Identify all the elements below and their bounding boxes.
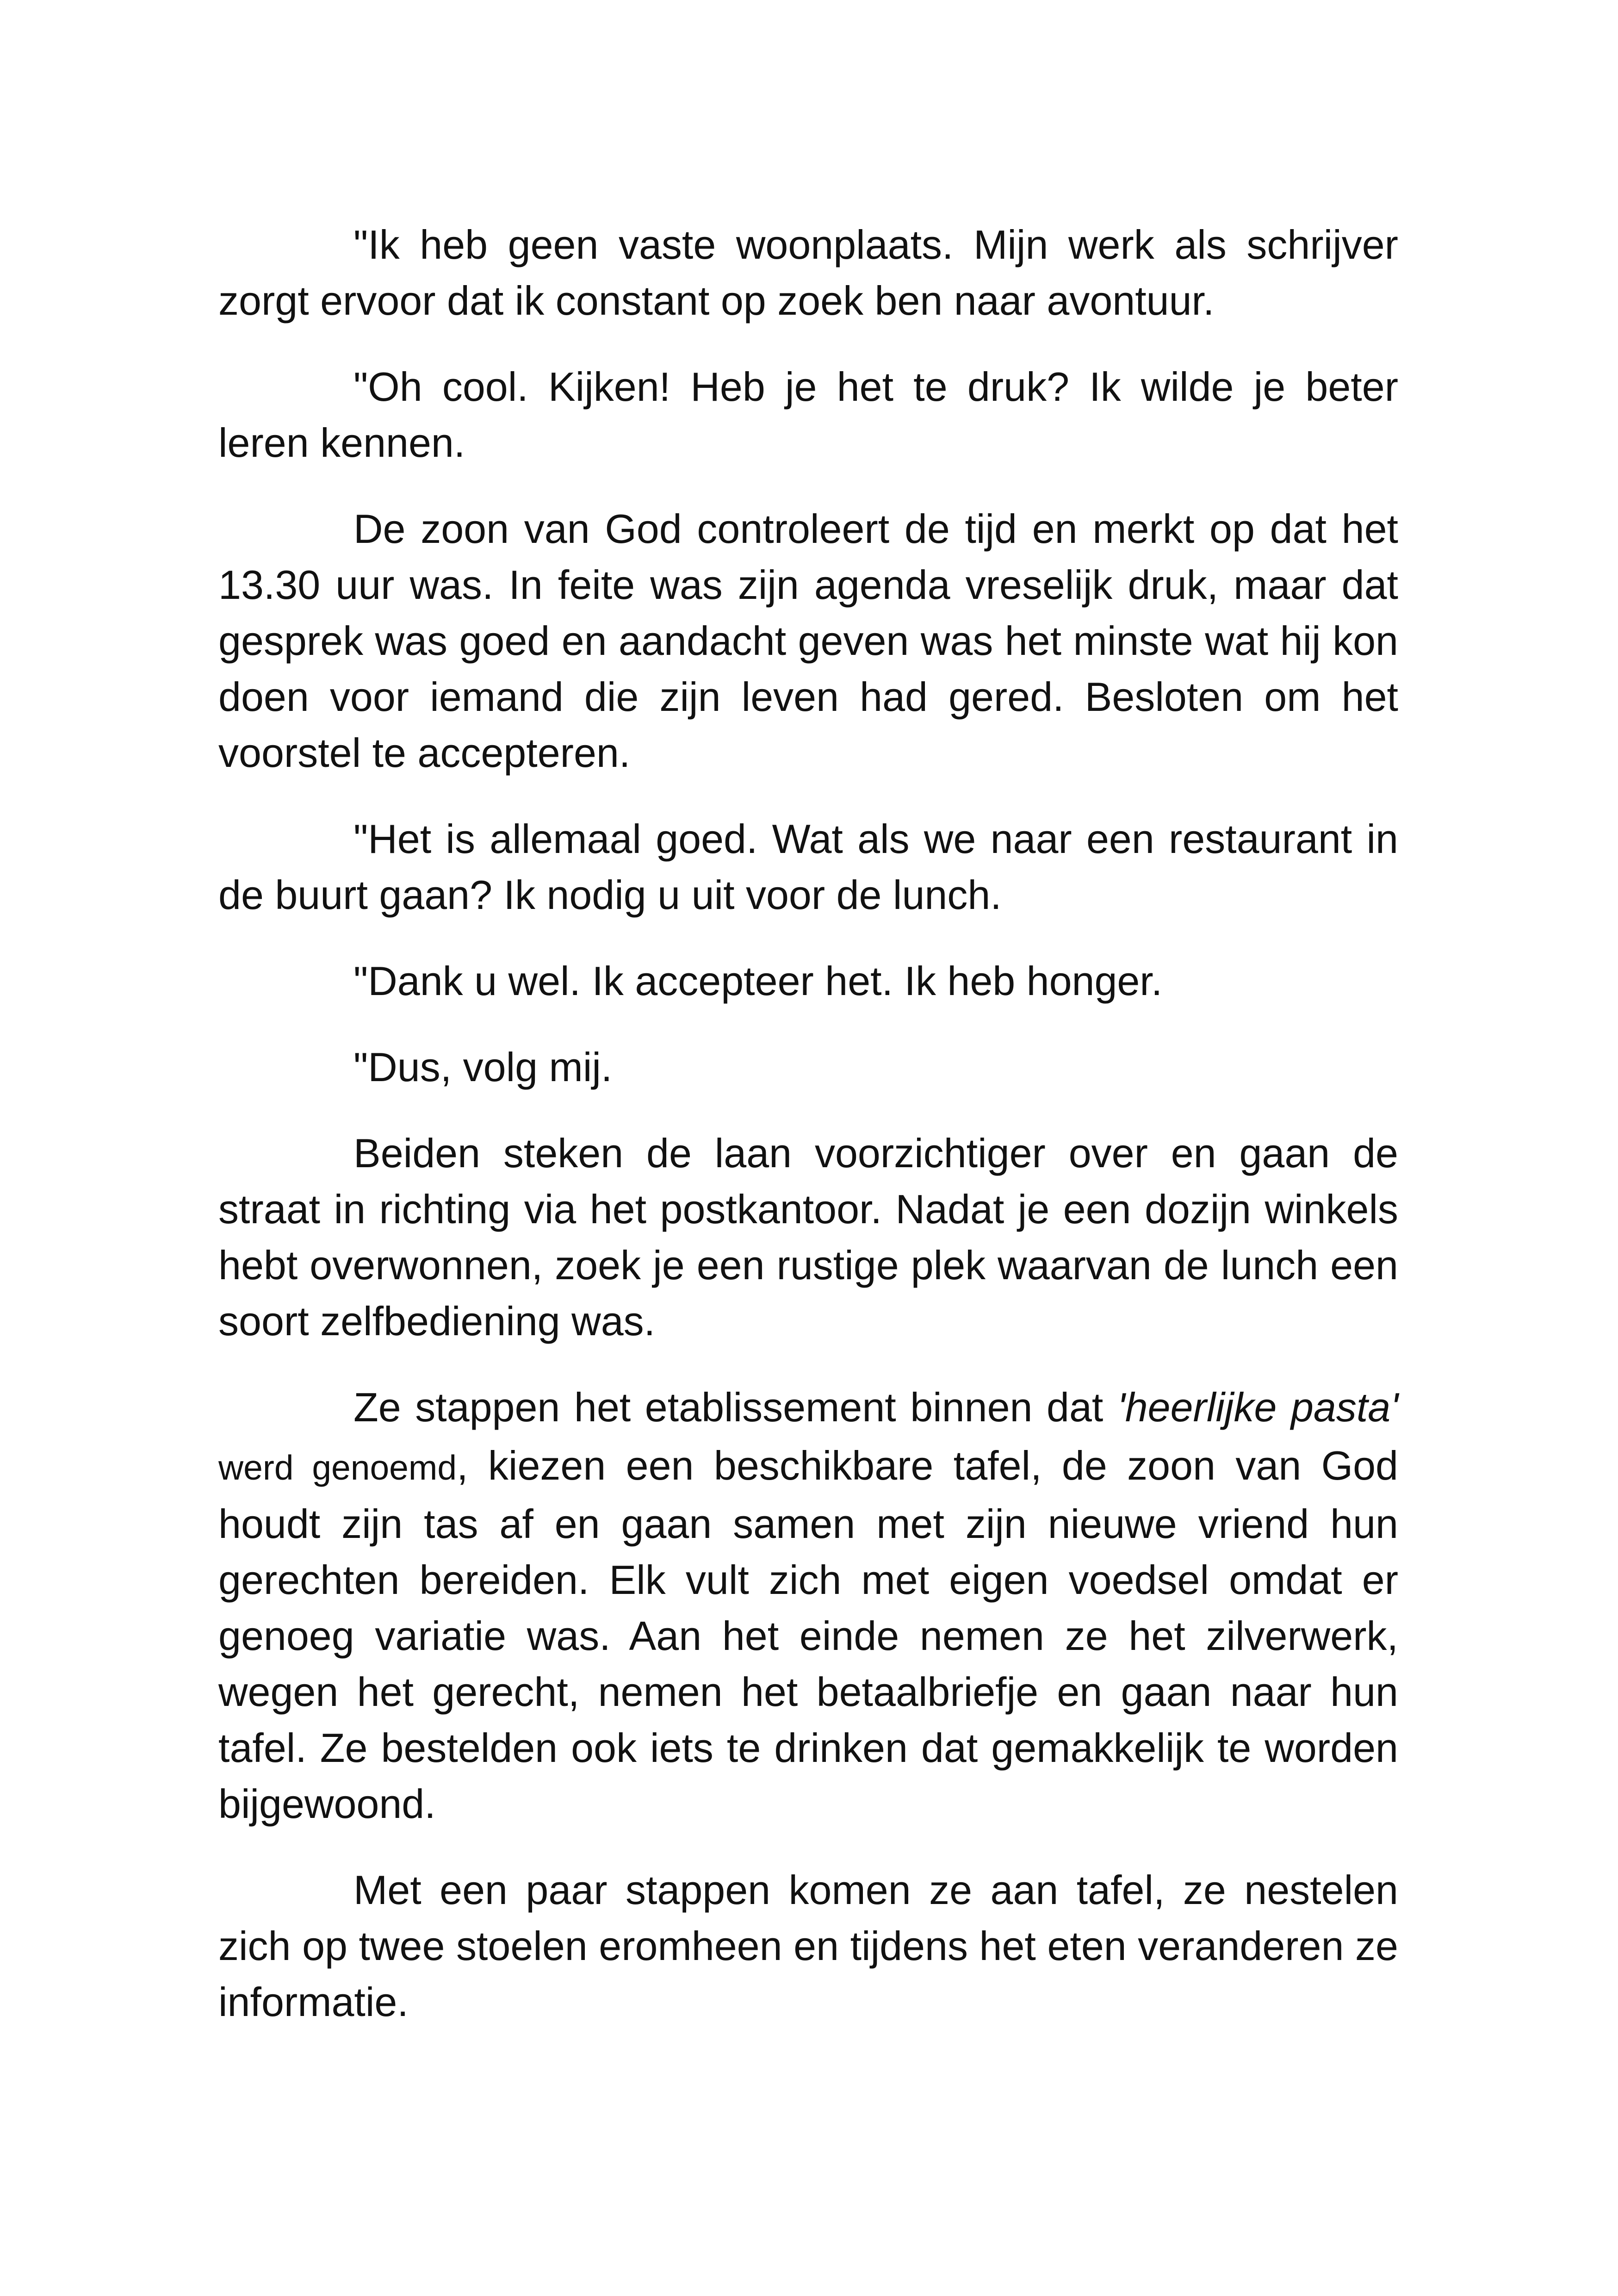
- paragraph-8-small-text: werd genoemd: [218, 1448, 457, 1487]
- paragraph-2: "Oh cool. Kijken! Heb je het te druk? Ik wilde je beter leren kennen.: [218, 364, 1398, 466]
- paragraph-8-italic-term: 'heerlijke pasta': [1117, 1384, 1399, 1430]
- paragraph-8: [218, 1379, 1398, 1832]
- paragraph-6: "Dus, volg mij.: [353, 1044, 613, 1090]
- paragraph-3: De zoon van God controleert de tijd en merkt op dat het 13.30 uur was. In feite was zijn agenda vreselijk druk, maar dat gesprek was goed en aandacht geven was het minste wat hij kon doen voor iemand die zijn leven had gered. Besloten om het voorstel te accepteren.: [218, 506, 1398, 776]
- paragraph-4: "Het is allemaal goed. Wat als we naar een restaurant in de buurt gaan? Ik nodig u uit voor de lunch.: [218, 816, 1398, 918]
- paragraph-5: "Dank u wel. Ik accepteer het. Ik heb honger.: [353, 958, 1163, 1004]
- paragraph-8-lead: Ze stappen het etablissement binnen dat: [353, 1384, 1117, 1430]
- paragraph-8-rest: , kiezen een beschikbare tafel, de zoon van God houdt zijn tas af en gaan samen met zijn nieuwe vriend hun gerechten bereiden. Elk vult zich met eigen voedsel omdat er genoeg variatie was. Aan het einde nemen ze het zilverwerk, wegen het gerecht, nemen het betaalbriefje en gaan naar hun tafel. Ze bestelden ook iets te drinken dat gemakkelijk te worden bijgewoond.: [218, 1443, 1398, 1827]
- paragraph-7: Beiden steken de laan voorzichtiger over en gaan de straat in richting via het postkantoor. Nadat je een dozijn winkels hebt overwonnen, zoek je een rustige plek waarvan de lunch een soort zelfbediening was.: [218, 1130, 1398, 1344]
- body-text: [218, 217, 1398, 2030]
- paragraph-1: "Ik heb geen vaste woonplaats. Mijn werk als schrijver zorgt ervoor dat ik constant op zoek ben naar avontuur.: [218, 222, 1398, 324]
- paragraph-9: Met een paar stappen komen ze aan tafel, ze nestelen zich op twee stoelen eromheen en tijdens het eten veranderen ze informatie.: [218, 1867, 1398, 2025]
